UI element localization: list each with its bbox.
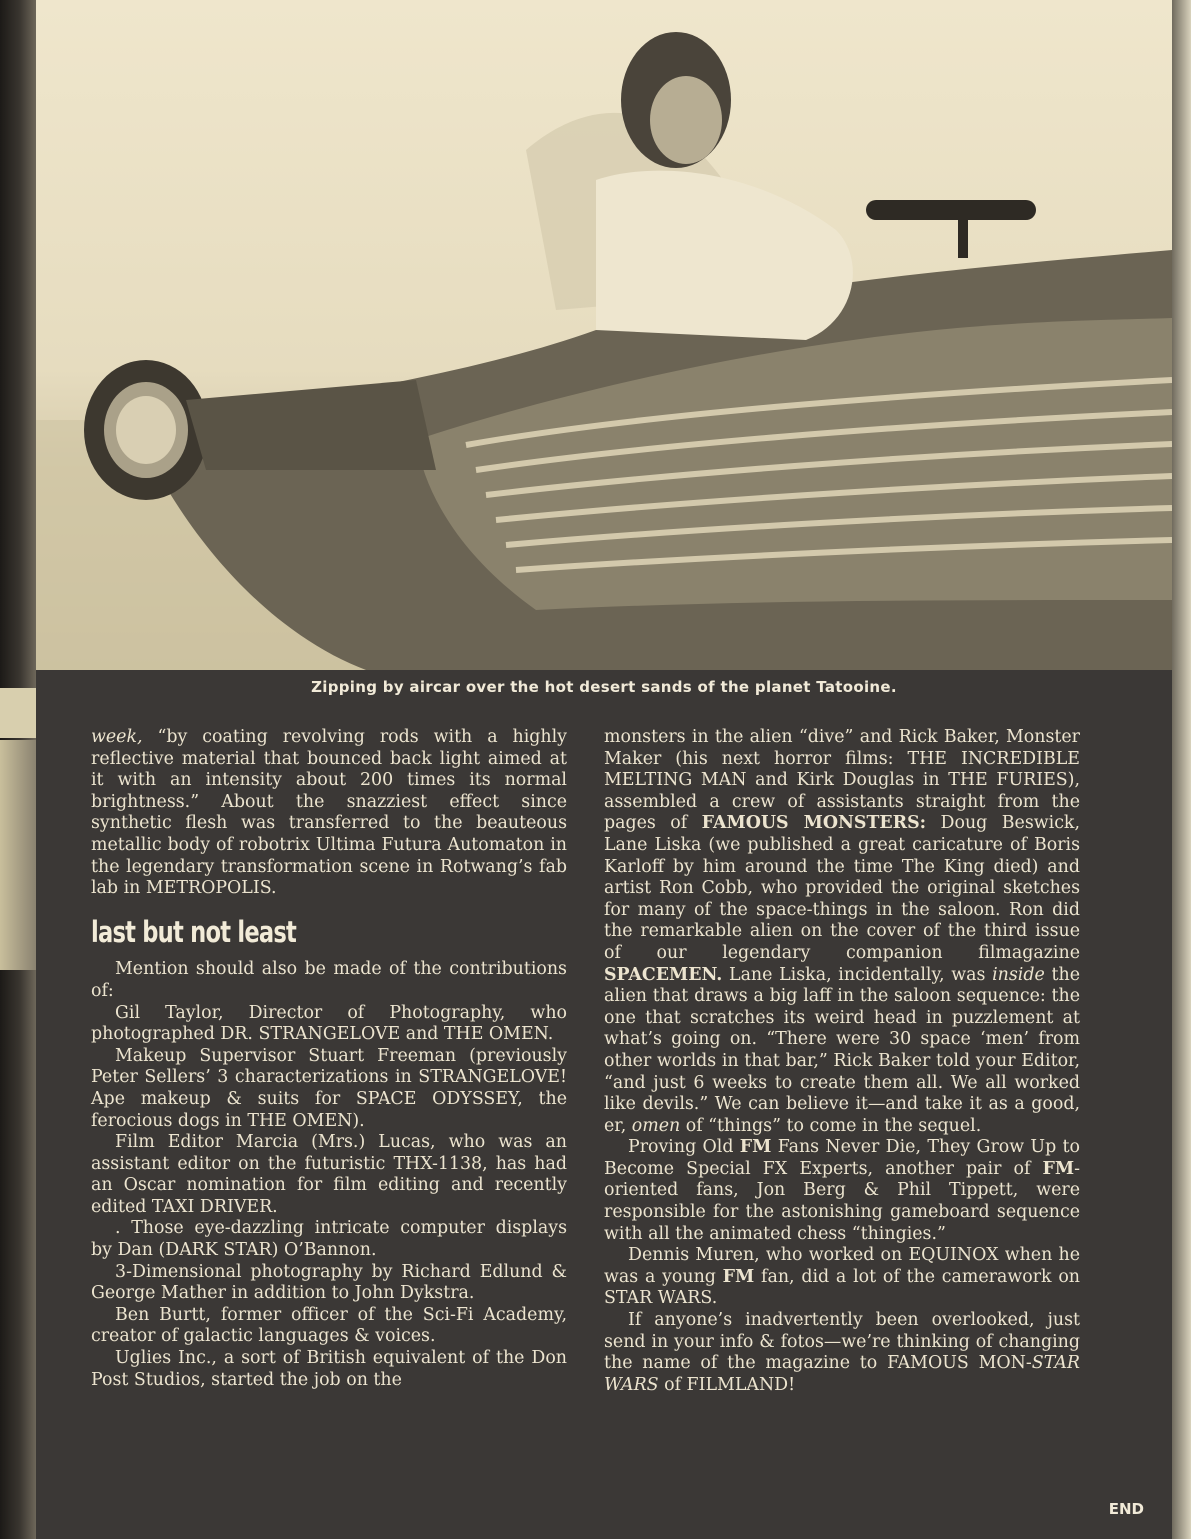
paragraph: 3-Dimensional photography by Richard Edlund & George Mather in addition to John Dykstra. [91,1261,567,1304]
paragraph: Ben Burtt, former officer of the Sci-Fi Academy, creator of galactic languages & voices. [91,1304,567,1347]
binding-edge [0,0,36,1539]
paragraph: Makeup Supervisor Stuart Freeman (previously Peter Sellers’ 3 characterizations in STRANGELOVE! Ape makeup & suits for SPACE ODYSSEY, the ferocious dogs in THE OMEN). [91,1045,567,1131]
paragraph: . Those eye-dazzling intricate computer displays by Dan (DARK STAR) O’Bannon. [91,1218,567,1261]
paragraph: Film Editor Marcia (Mrs.) Lucas, who was an assistant editor on the futuristic THX-1138, has had an Oscar nomination for film editing and recently edited TAXI DRIVER. [91,1132,567,1217]
paragraph: Uglies Inc., a sort of British equivalent of the Don Post Studios, started the job on the [91,1348,567,1390]
magazine-page [36,0,1172,1539]
paragraph: monsters in the alien “dive” and Rick Baker, Monster Maker (his next horror films: THE INCREDIBLE MELTING MAN and Kirk Douglas in THE FURIES), assembled a crew of assistants straight from the pages of FAMOUS MONSTERS: Doug Beswick, Lane Liska (we published a great caricature of Boris Karloff by him around the time The King died) and artist Ron Cobb, who provided the original sketches for many of the space-things in the saloon. Ron did the remarkable alien on the cover of the third issue of our legendary companion filmagazine SPACEMEN. Lane Liska, incidentally, was inside the alien that draws a big laff in the saloon sequence: the one that scratches its weird head in puzzlement at what’s going on. “There were 30 space ‘men’ from other worlds in that bar,” Rick Baker told your Editor, “and just 6 weeks to create them all. We all worked like devils.” We can believe it—and take it as a good, er, omen of “things” to come in the sequel. [604,727,1081,1136]
paragraph: week, “by coating revolving rods with a highly reflective material that bounced back light aimed at it with an intensity about 200 times its normal brightness.” About the snazziest effect since synthetic flesh was transferred to the beauteous metallic body of robotrix Ultima Futura Automaton in the legendary transformation scene in Rotwang’s fab lab in METROPOLIS. [91,727,567,899]
left-text-column [91,727,567,1391]
end-mark: END [1108,1500,1144,1518]
paragraph: Gil Taylor, Director of Photography, who photographed DR. STRANGELOVE and THE OMEN. [91,1002,567,1045]
page-right-edge [1171,0,1191,1539]
photo-caption: Zipping by aircar over the hot desert sands of the planet Tatooine. [311,678,897,696]
paragraph: If anyone’s inadvertently been overlooked, just send in your info & fotos—we’re thinking of changing the name of the magazine to FAMOUS MON-STAR WARS of FILMLAND! [604,1310,1080,1395]
section-heading: last but not least [91,914,297,949]
photo-illustration [36,0,1172,670]
paragraph: Mention should also be made of the contributions of: [91,959,567,1001]
italic-word: week, [91,727,143,747]
adjacent-page-tab [0,688,36,738]
landspeeder-photo [36,0,1172,670]
paragraph: Proving Old FM Fans Never Die, They Grow Up to Become Special FX Experts, another pair of FM-oriented fans, Jon Berg & Phil Tippett, were responsible for the astonishing gameboard sequence with all the animated chess “thingies.” [604,1137,1080,1244]
adjacent-page-strip [0,740,36,970]
paragraph: Dennis Muren, who worked on EQUINOX when he was a young FM fan, did a lot of the camerawork on STAR WARS. [604,1245,1080,1309]
right-text-column [604,727,1080,1396]
